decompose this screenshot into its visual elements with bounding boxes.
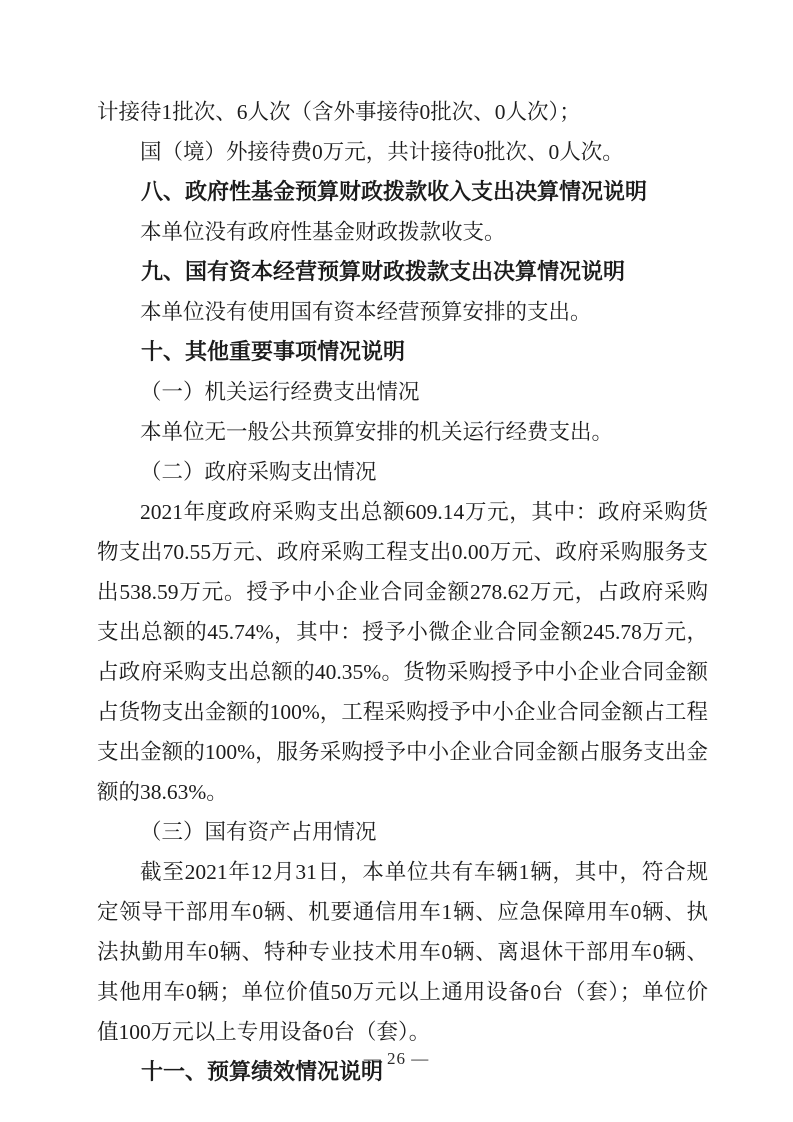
document-body — [97, 92, 708, 1092]
paragraph: 截至2021年12月31日，本单位共有车辆1辆，其中，符合规定领导干部用车0辆、机要通信用车1辆、应急保障用车0辆、执法执勤用车0辆、特种专业技术用车0辆、离退休干部用车0辆、其他用车0辆；单位价值50万元以上通用设备0台（套）；单位价值100万元以上专用设备0台（套）。 — [97, 860, 708, 1044]
paragraph: 本单位无一般公共预算安排的机关运行经费支出。 — [140, 420, 614, 444]
subsection-heading: （三）国有资产占用情况 — [140, 820, 377, 844]
section-heading: 十、其他重要事项情况说明 — [141, 339, 406, 364]
section-heading: 八、政府性基金预算财政拨款收入支出决算情况说明 — [141, 179, 648, 204]
paragraph: 2021年度政府采购支出总额609.14万元，其中：政府采购货物支出70.55万元、政府采购工程支出0.00万元、政府采购服务支出538.59万元。授予中小企业合同金额278.62万元，占政府采购支出总额的45.74%，其中：授予小微企业合同金额245.78万元，占政府采购支出总额的40.35%。货物采购授予中小企业合同金额占货物支出金额的100%，工程采购授予中小企业合同金额占工程支出金额的100%，服务采购授予中小企业合同金额占服务支出金额的38.63%。 — [97, 500, 708, 804]
paragraph: 国（境）外接待费0万元，共计接待0批次、0人次。 — [140, 140, 624, 164]
section-heading: 九、国有资本经营预算财政拨款支出决算情况说明 — [141, 259, 626, 284]
paragraph: 计接待1批次、6人次（含外事接待0批次、0人次）； — [97, 100, 581, 124]
section-heading: 十一、预算绩效情况说明 — [141, 1059, 384, 1084]
paragraph: 本单位没有政府性基金财政拨款收支。 — [140, 220, 506, 244]
subsection-heading: （二）政府采购支出情况 — [140, 460, 377, 484]
page-number: — 26 — — [363, 1049, 430, 1068]
paragraph: 本单位没有使用国有资本经营预算安排的支出。 — [140, 300, 592, 324]
subsection-heading: （一）机关运行经费支出情况 — [140, 380, 420, 404]
